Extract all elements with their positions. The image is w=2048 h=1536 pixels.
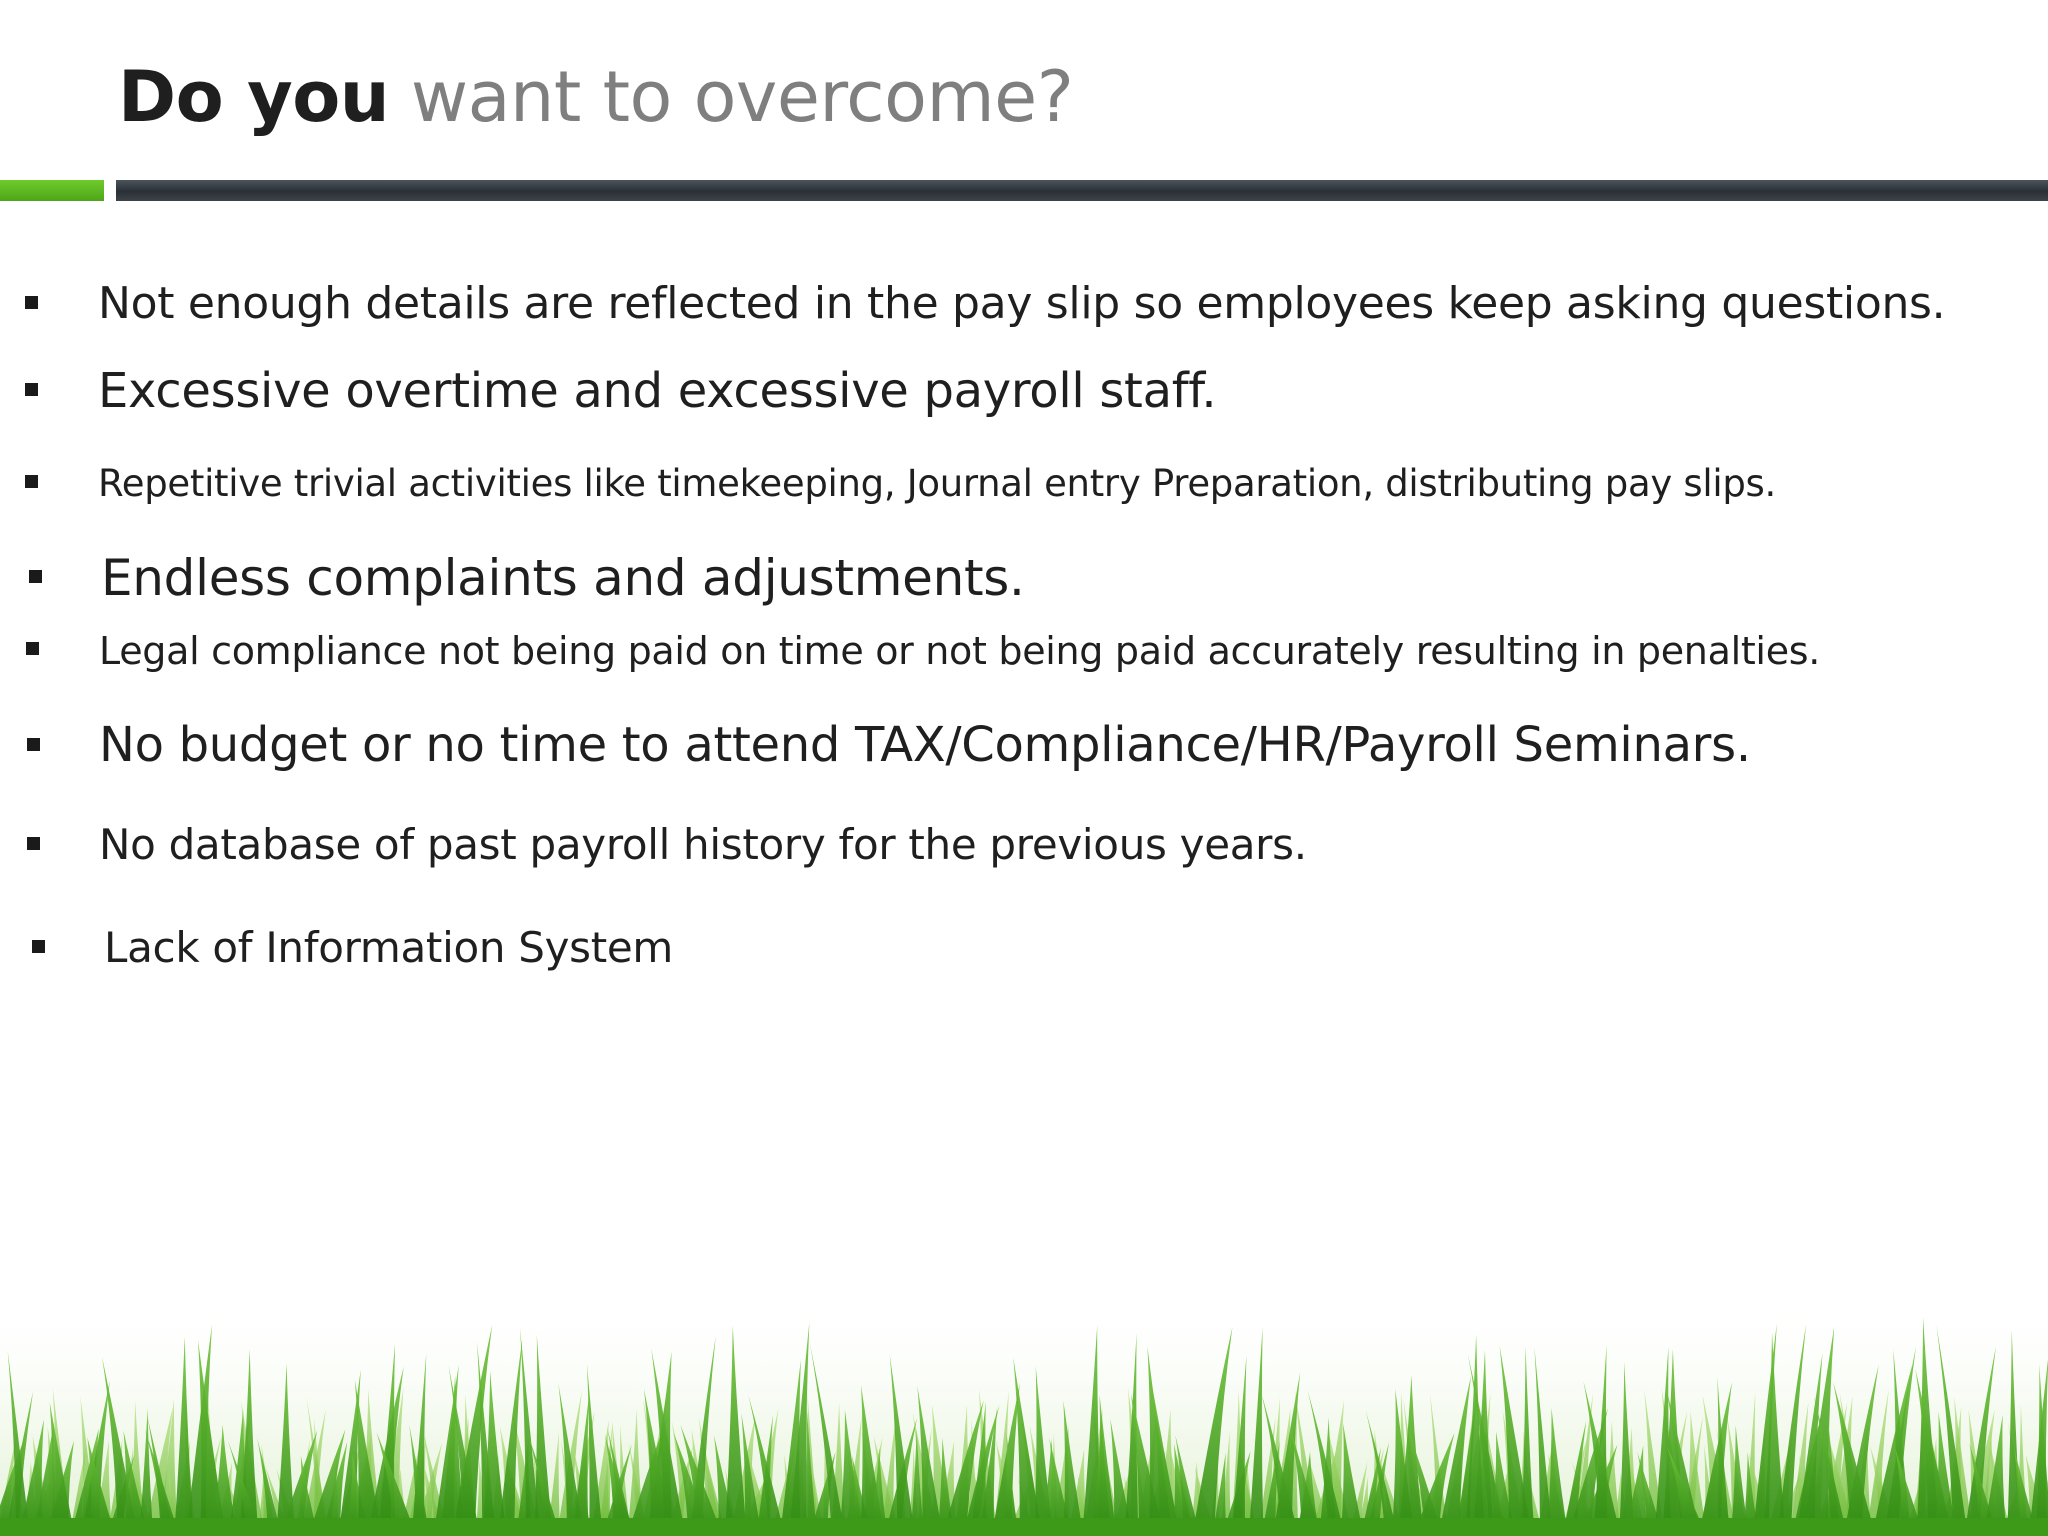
square-bullet-icon: [25, 475, 38, 488]
bullet-text: No budget or no time to attend TAX/Compliance/HR/Payroll Seminars.: [99, 717, 1751, 773]
grass-illustration: [0, 1296, 2048, 1536]
title-bold-part: Do you: [118, 56, 390, 138]
square-bullet-icon: [29, 570, 42, 583]
bullet-text: Endless complaints and adjustments.: [101, 549, 1025, 607]
square-bullet-icon: [27, 837, 40, 850]
square-bullet-icon: [26, 642, 39, 655]
square-bullet-icon: [27, 738, 40, 751]
bullet-text: No database of past payroll history for the previous years.: [99, 820, 1307, 869]
square-bullet-icon: [25, 296, 38, 309]
title-light-part: want to overcome?: [389, 56, 1074, 138]
square-bullet-icon: [32, 940, 45, 953]
bullet-text: Legal compliance not being paid on time or not being paid accurately resulting in penalties.: [99, 629, 1821, 673]
bullet-text: Not enough details are reflected in the pay slip so employees keep asking questions.: [98, 278, 1946, 329]
bullet-text: Excessive overtime and excessive payroll staff.: [98, 363, 1217, 419]
grass-ground: [0, 1518, 2048, 1536]
square-bullet-icon: [25, 383, 38, 396]
bullet-text: Lack of Information System: [104, 923, 674, 972]
bullet-text: Repetitive trivial activities like timekeeping, Journal entry Preparation, distributing pay slips.: [98, 462, 1776, 505]
